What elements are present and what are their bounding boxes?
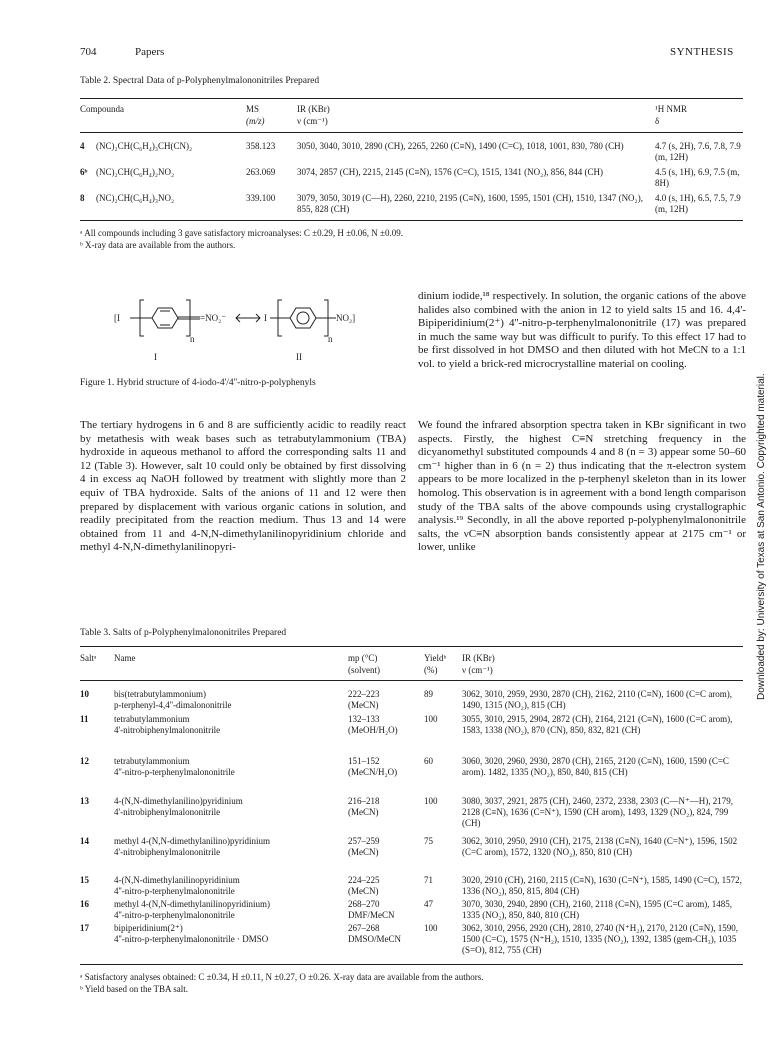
salt-id: 16: [80, 899, 89, 909]
journal-name: SYNTHESIS: [670, 46, 734, 58]
salt-yield: 100: [424, 714, 438, 724]
table3-footnote-a: ᵃ Satisfactory analyses obtained: C ±0.34, H ±0.11, N ±0.27, O ±0.26. X-ray data are available from the authors.: [80, 972, 484, 982]
salt-ir: 3055, 3010, 2915, 2904, 2872 (CH), 2164, 2121 (C≡N), 1600 (C=C arom), 1583, 1338 (NO₂), 870 (CN), 850, 832, 821 (CH): [462, 714, 733, 735]
salt-name: tetrabutylammonium 4'-nitrobiphenylmalononitrile: [114, 714, 221, 735]
compound-ms: 263.069: [246, 167, 276, 177]
compound-nmr: 4.5 (s, 1H), 6.9, 7.5 (m, 8H): [655, 167, 740, 188]
salt-ir: 3062, 3010, 2950, 2910 (CH), 2175, 2138 (C≡N), 1640 (C=N⁺), 1596, 1502 (C=C arom), 1572, 1320 (NO₂), 850, 810 (CH): [462, 836, 738, 857]
salt-ir: 3060, 3020, 2960, 2930, 2870 (CH), 2165, 2120 (C≡N), 1600, 1590 (C=C arom). 1482, 1335 (NO₂), 850, 840, 815 (CH): [462, 756, 729, 777]
left-column-paragraph: The tertiary hydrogens in 6 and 8 are sufficiently acidic to readily react by metathesis with weak bases such as tetrabutylammonium (TBA) hydroxide in aqueous methanol to afford the corresponding salts 11 and 12 (Table 3). However, salt 10 could only be obtained by first dissolving 4 in excess aq NaOH followed by treatment with slightly more than 2 equiv of TBA hydroxide. Salts of the anions of 11 and 12 were then prepared by displacement with various organic cations in solution, and readily precipitated from the reaction medium. Thus 13 and 14 were obtained from 11 and 4-N,N-dimethylanilinopyridinium chloride and methyl 4-N,N-dimethylanilinopyri-: [80, 419, 406, 554]
table3-caption: Table 3. Salts of p-Polyphenylmalononitriles Prepared: [80, 628, 287, 638]
salt-ir: 3062, 3010, 2956, 2920 (CH), 2810, 2740 (N⁺H₂), 2170, 2120 (C≡N), 1590, 1500 (C=C), 1575 (N⁺H₂), 1510, 1335 (NO₂), 1392, 1385 (gem-CH₃), 1035 (S=O), 812, 755 (CH): [462, 923, 738, 955]
salt-name: 4-(N,N-dimethylanilino)pyridinium 4'-nitrobiphenylmalononitrile: [114, 796, 243, 817]
salt-id: 15: [80, 875, 89, 885]
table3-head-salt: Saltᵃ: [80, 653, 97, 663]
compound-ms: 358.123: [246, 141, 276, 151]
salt-ir: 3062, 3010, 2959, 2930, 2870 (CH), 2162, 2110 (C≡N), 1600 (C=C arom), 1490, 1315 (NO₂), 815 (CH): [462, 689, 733, 710]
compound-id: 6ᵇ: [80, 167, 88, 177]
struct-right-prefix: I: [264, 313, 267, 323]
salt-name: bis(tetrabutylammonium) p-terphenyl-4,4''-dimalononitrile: [114, 689, 232, 710]
salt-name: bipiperidinium(2⁺) 4''-nitro-p-terphenylmalononitrile · DMSO: [114, 923, 269, 944]
salt-mp: 216–218 (MeCN): [348, 796, 380, 817]
section-label: Papers: [135, 46, 165, 58]
compound-nmr: 4.7 (s, 2H), 7.6, 7.8, 7.9 (m, 12H): [655, 141, 741, 162]
salt-mp: 267–268 DMSO/MeCN: [348, 923, 402, 944]
table2-head-nmr-unit: δ: [655, 116, 660, 126]
salt-yield: 75: [424, 836, 433, 846]
struct-left-prefix: [I: [114, 313, 120, 323]
table3-bottom-rule: [80, 964, 743, 965]
table2-footnote-a: ᵃ All compounds including 3 gave satisfactory microanalyses: C ±0.29, H ±0.06, N ±0.09.: [80, 228, 403, 238]
compound-formula: (NC)₂CH(C₆H₄)₂NO₂: [96, 167, 175, 177]
struct-right-suffix: NO₂]: [336, 313, 356, 323]
compound-ms: 339.100: [246, 193, 276, 203]
structure-label-i: I: [154, 352, 157, 362]
salt-mp: 132–133 (MeOH/H₂O): [348, 714, 398, 735]
salt-name: 4-(N,N-dimethylanilinopyridinium 4''-nitro-p-terphenylmalononitrile: [114, 875, 240, 896]
table3-head-name: Name: [114, 653, 136, 663]
table2-head-nmr: ¹H NMR: [655, 104, 687, 114]
salt-id: 14: [80, 836, 89, 846]
salt-ir: 3020, 2910 (CH), 2160, 2115 (C≡N), 1630 (C=N⁺), 1585, 1490 (C=C), 1572, 1336 (NO₂), 850, 815, 804 (CH): [462, 875, 742, 896]
table3-head-mp: mp (°C): [348, 653, 378, 663]
salt-yield: 47: [424, 899, 433, 909]
figure1-caption: Figure 1. Hybrid structure of 4-iodo-4'/4''-nitro-p-polyphenyls: [80, 378, 316, 388]
table2-footnote-b: ᵇ X-ray data are available from the authors.: [80, 240, 236, 250]
compound-ir: 3050, 3040, 3010, 2890 (CH), 2265, 2260 (C≡N), 1490 (C=C), 1018, 1001, 830, 780 (CH): [297, 141, 624, 151]
table2-caption: Table 2. Spectral Data of p-Polyphenylmalononitriles Prepared: [80, 76, 320, 86]
salt-id: 11: [80, 714, 89, 724]
table2-head-compound: Compounda: [80, 104, 124, 114]
table3-head-rule: [80, 680, 743, 681]
table3-head-yield: Yieldᵇ: [424, 653, 447, 663]
compound-nmr: 4.0 (s, 1H), 6.5, 7.5, 7.9 (m, 12H): [655, 193, 741, 214]
table3-footnote-b: ᵇ Yield based on the TBA salt.: [80, 984, 189, 994]
table2-bottom-rule: [80, 220, 743, 221]
salt-yield: 100: [424, 923, 438, 933]
salt-yield: 100: [424, 796, 438, 806]
figure1-structure: [104, 288, 364, 364]
table3-head-yield-sub: (%): [424, 665, 438, 675]
salt-id: 10: [80, 689, 89, 699]
struct-left-suffix: =NO₂⁻: [200, 313, 226, 323]
download-notice: Downloaded by: University of Texas at San Antonio. Copyrighted material.: [756, 373, 767, 700]
salt-name: methyl 4-(N,N-dimethylanilino)pyridinium 4'-nitrobiphenylmalononitrile: [114, 836, 270, 857]
table3-head-ir: IR (KBr): [462, 653, 495, 663]
compound-formula: (NC)₂CH(C₆H₄)₃NO₂: [96, 193, 175, 203]
struct-left-n: n: [190, 334, 195, 344]
salt-id: 13: [80, 796, 89, 806]
salt-ir: 3080, 3037, 2921, 2875 (CH), 2460, 2372, 2338, 2303 (C—N⁺—H), 2179, 2128 (C≡N), 1636 (C=N⁺), 1590 (CH arom), 1493, 1329 (NO₂), 824, 799 (CH): [462, 796, 733, 828]
table3-head-mp-sub: (solvent): [348, 665, 380, 675]
table2-head-ir: IR (KBr): [297, 104, 330, 114]
compound-ir: 3074, 2857 (CH), 2215, 2145 (C≡N), 1576 (C=C), 1515, 1341 (NO₂), 856, 844 (CH): [297, 167, 604, 177]
salt-ir: 3070, 3030, 2940, 2890 (CH), 2160, 2118 (C≡N), 1595 (C=C arom), 1485, 1335 (NO₂), 850, 840, 810 (CH): [462, 899, 733, 920]
table2-head-ms: MS: [246, 104, 260, 114]
table3-top-rule: [80, 646, 743, 647]
compound-ir: 3079, 3050, 3019 (C—H), 2260, 2210, 2195 (C≡N), 1600, 1595, 1501 (CH), 1510, 1347 (NO₂), 855, 828 (CH): [297, 193, 643, 214]
salt-name: methyl 4-(N,N-dimethylanilinopyridinium) 4''-nitro-p-terphenylmalononitrile: [114, 899, 270, 920]
table2-top-rule: [80, 98, 743, 99]
salt-yield: 89: [424, 689, 433, 699]
salt-yield: 60: [424, 756, 433, 766]
compound-id: 4: [80, 141, 85, 151]
table2-head-ir-unit: ν (cm⁻¹): [297, 116, 328, 126]
salt-mp: 151–152 (MeCN/H₂O): [348, 756, 398, 777]
salt-id: 12: [80, 756, 89, 766]
page-number: 704: [80, 46, 97, 58]
salt-mp: 257–259 (MeCN): [348, 836, 380, 857]
right-column-paragraph: We found the infrared absorption spectra taken in KBr significant in two aspects. Firstly, the highest C≡N stretching frequency in the dicyanomethyl substituted compounds 4 and 8 (n = 3) appear some 50–60 cm⁻¹ higher than in 6 (n = 2) thus indicating that the π-electron system appears to be more localized in the p-terphenyl skeleton than in its lower homolog. This observation is in agreement with a bond length comparison study of the TBA salts of the above compounds using crystallographic analysis.¹⁹ Secondly, in all the above reported p-polyphenylmalononitrile salts, the νC≡N absorption bands consistently appear at 2175 cm⁻¹ or lower, unlike: [418, 419, 746, 554]
structure-label-ii: II: [296, 352, 302, 362]
salt-name: tetrabutylammonium 4''-nitro-p-terphenylmalononitrile: [114, 756, 235, 777]
salt-mp: 268–270 DMF/MeCN: [348, 899, 395, 920]
salt-mp: 224–225 (MeCN): [348, 875, 380, 896]
salt-yield: 71: [424, 875, 433, 885]
salt-id: 17: [80, 923, 89, 933]
table2-head-rule: [80, 132, 743, 133]
table3-head-ir-sub: ν (cm⁻¹): [462, 665, 493, 675]
table2-head-ms-unit: (m/z): [246, 116, 265, 126]
salt-mp: 222–223 (MeCN): [348, 689, 380, 710]
compound-formula: (NC)₂CH(C₆H₄)₃CH(CN)₂: [96, 141, 193, 151]
struct-right-n: n: [328, 334, 333, 344]
compound-id: 8: [80, 193, 85, 203]
right-column-top-paragraph: dinium iodide,¹⁸ respectively. In solution, the organic cations of the above halides also combined with the anion in 12 to yield salts 15 and 16. 4,4'-Bipiperidinium(2⁺) 4''-nitro-p-terphenylmalononitrile (17) was prepared in much the same way but was difficult to purify. To this effect 17 had to be first dissolved in hot DMSO and then diluted with hot MeCN to a 1:1 vol. to yield a brick-red microcrystalline material on cooling.: [418, 290, 746, 370]
